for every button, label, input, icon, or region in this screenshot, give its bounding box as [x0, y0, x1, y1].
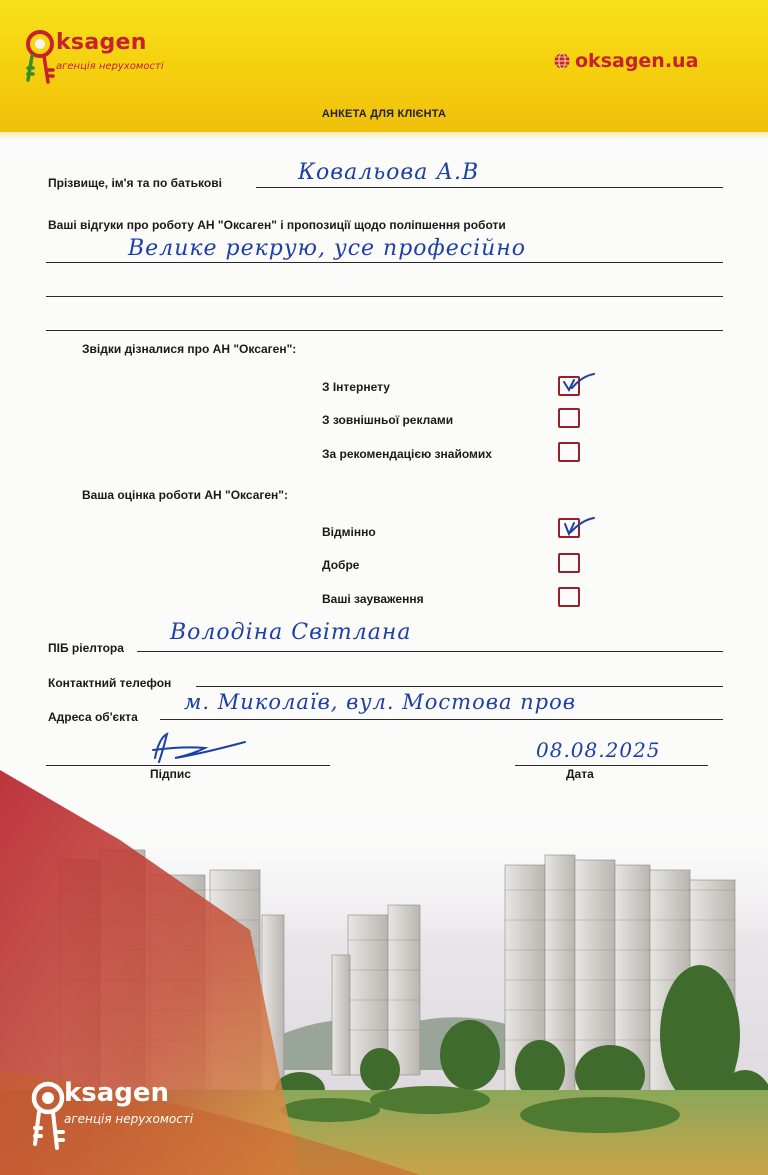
checkbox-remarks[interactable] [558, 587, 580, 607]
realtor-label: ПІБ ріелтора [48, 641, 124, 655]
phone-label: Контактний телефон [48, 676, 172, 690]
realtor-line [137, 651, 723, 652]
address-label: Адреса об'єкта [48, 710, 138, 724]
rating-option-excellent: Відмінно [322, 525, 376, 539]
logo-subtitle: агенція нерухомості [56, 61, 164, 72]
checkbox-ads[interactable] [558, 408, 580, 428]
logo-word: ksagen [56, 30, 147, 55]
source-option-referral: За рекомендацією знайомих [322, 447, 492, 461]
website-text: oksagen.ua [575, 50, 699, 72]
globe-icon [553, 52, 571, 70]
realtor-value[interactable]: Володіна Світлана [170, 620, 412, 645]
signature-scribble [145, 728, 255, 770]
bottom-logo-subtitle: агенція нерухомості [64, 1112, 194, 1126]
source-option-ads: З зовнішньої реклами [322, 413, 454, 427]
rating-option-remarks: Ваші зауваження [322, 592, 424, 606]
fio-line [256, 187, 723, 188]
signature-label: Підпис [150, 767, 191, 781]
bottom-logo-word: ksagen [64, 1078, 170, 1108]
key-logo-icon [28, 1078, 68, 1168]
checkbox-good[interactable] [558, 553, 580, 573]
phone-line [196, 686, 723, 687]
address-line [160, 719, 723, 720]
source-option-internet: З Інтернету [322, 380, 390, 394]
oksagen-logo [22, 28, 202, 98]
feedback-line-3 [46, 330, 723, 331]
feedback-value[interactable]: Велике рекрую, усе професійно [128, 236, 527, 261]
source-label: Звідки дізналися про АН "Оксаген": [82, 342, 297, 356]
date-label: Дата [566, 767, 594, 781]
fio-label: Прізвище, ім'я та по батькові [48, 176, 222, 190]
feedback-line-2 [46, 296, 723, 297]
form-title: АНКЕТА ДЛЯ КЛІЄНТА [321, 108, 447, 120]
address-value[interactable]: м. Миколаїв, вул. Мостова пров [184, 690, 576, 714]
checkbox-referral[interactable] [558, 442, 580, 462]
date-line [515, 765, 708, 766]
feedback-label: Ваші відгуки про роботу АН "Оксаген" і пропозиції щодо поліпшення роботи [48, 218, 506, 232]
rating-label: Ваша оцінка роботи АН "Оксаген": [82, 488, 288, 502]
checkmark-icon [560, 514, 600, 542]
checkmark-icon [560, 372, 600, 400]
rating-option-good: Добре [322, 558, 360, 572]
feedback-line-1 [46, 262, 723, 263]
date-value[interactable]: 08.08.2025 [536, 738, 661, 762]
checkbox-internet[interactable] [558, 376, 580, 396]
fio-value[interactable]: Ковальова А.В [298, 160, 480, 185]
bottom-oksagen-logo [28, 1078, 218, 1168]
checkbox-excellent[interactable] [558, 518, 580, 538]
website-link[interactable] [553, 48, 698, 74]
